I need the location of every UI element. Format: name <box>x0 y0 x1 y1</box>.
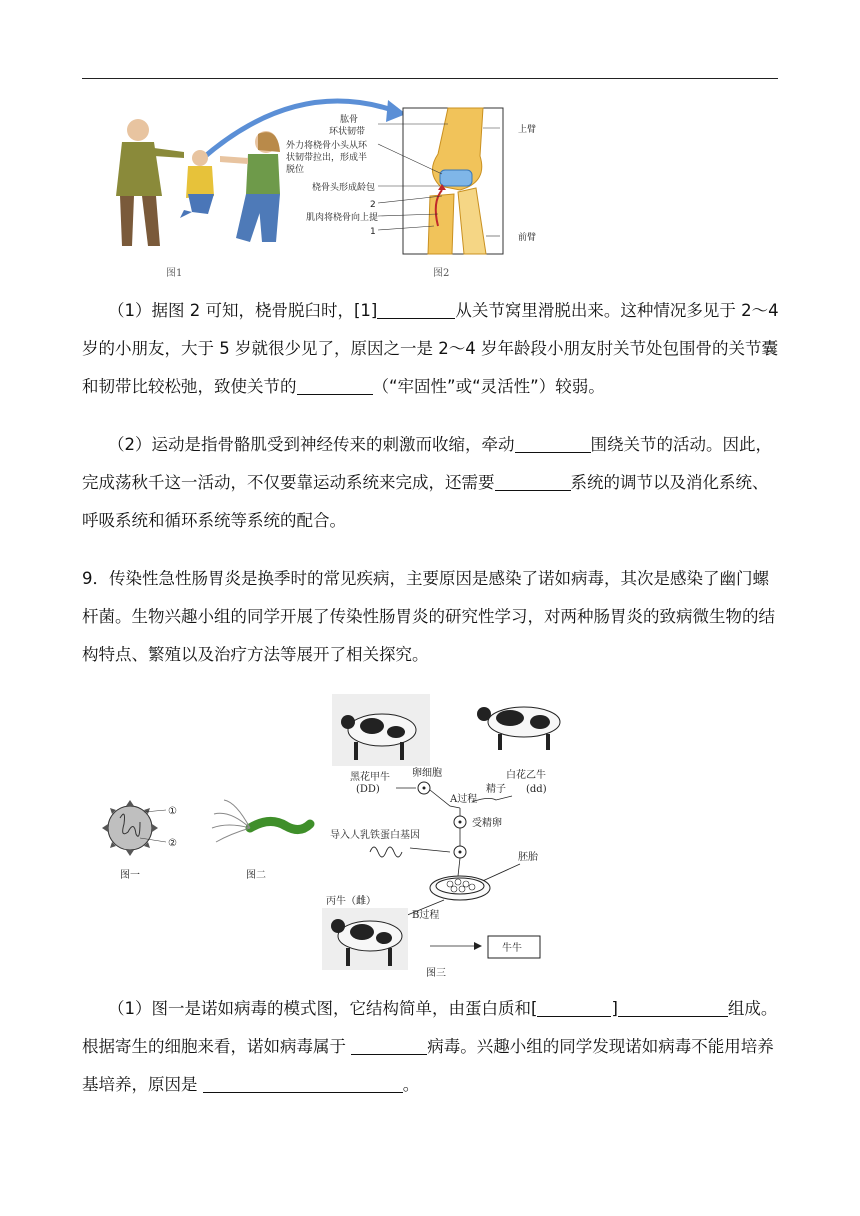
label-num1: 1 <box>370 227 376 237</box>
answer-blank-5[interactable] <box>537 996 611 1017</box>
egg-label: 卵细胞 <box>412 768 442 779</box>
caption-fig-two: 图二 <box>246 870 266 881</box>
cow-a-genotype: (DD) <box>356 784 380 795</box>
cow-b-genotype: (dd) <box>526 784 547 795</box>
cow-b-icon <box>477 707 560 750</box>
elbow-dislocation-figure <box>108 86 508 278</box>
gene-import-label: 导入人乳铁蛋白基因 <box>330 830 420 841</box>
cow-b-name: 白花乙牛 <box>506 770 546 781</box>
father-figure <box>116 119 184 246</box>
caption-fig1: 图1 <box>166 268 183 279</box>
caption-fig2: 图2 <box>433 268 450 279</box>
caption-fig-three: 图三 <box>426 968 446 979</box>
pathogen-and-cow-figure <box>100 692 620 982</box>
label-bursa: 桡骨头形成龄包 <box>312 183 376 193</box>
sperm-label: 精子 <box>486 784 506 795</box>
q9-stem: 9．传染性急性肠胃炎是换季时的常见疾病，主要原因是感染了诺如病毒，其次是感染了幽门螺杆菌。生物兴趣小组的同学开展了传染性肠胃炎的研究性学习，对两种肠胃炎的致病微生物的结构特点、繁殖以及治疗方法等展开了相关探究。 <box>82 569 775 664</box>
label-muscle-note: 肌肉将桡骨向上提 <box>306 213 379 223</box>
header-rule <box>82 78 778 79</box>
answer-blank-6[interactable] <box>618 996 728 1017</box>
answer-blank-4[interactable] <box>495 470 571 491</box>
caption-fig-one: 图一 <box>120 870 140 881</box>
label-upper-arm-text: 上臂 <box>518 125 537 135</box>
answer-blank-7[interactable] <box>351 1034 427 1055</box>
virus-label-2: ② <box>168 838 177 849</box>
cow-c-name: 丙牛（雌） <box>326 896 376 907</box>
embryo-label: 胚胎 <box>518 852 538 863</box>
fertilized-egg-label: 受精卵 <box>472 818 502 829</box>
answer-blank-2[interactable] <box>297 374 373 395</box>
label-humerus: 肱骨 <box>340 115 359 125</box>
label-num2: 2 <box>370 200 376 210</box>
gene-coil-icon <box>370 847 402 857</box>
mother-figure <box>220 131 280 242</box>
q9-part1: （1）图一是诺如病毒的模式图，它结构简单，由蛋白质和[ ] 组成。根据寄生的细胞来看，诺如病毒属于 病毒。兴趣小组的同学发现诺如病毒不能用培养基培养，原因是 。 <box>82 990 782 1104</box>
answer-blank-3[interactable] <box>515 432 591 453</box>
label-pull-note-3: 脱位 <box>286 165 305 175</box>
cow-a-name: 黑花甲牛 <box>350 772 390 783</box>
label-forearm-text: 前臂 <box>518 233 537 243</box>
label-ring-ligament: 环状韧带 <box>329 127 366 137</box>
label-pull-note-2: 状韧带拉出，形成半 <box>286 153 368 163</box>
calf-label: 牛牛 <box>502 943 522 954</box>
q8-part1: （1）据图 2 可知，桡骨脱臼时，[1] 从关节窝里滑脱出来。这种情况多见于 2～4 岁的小朋友，大于 5 岁就很少见了，原因之一是 2～4 岁年龄段小朋友肘关节处包围骨的关节囊和韧带比较松弛，致使关节的 （“牢固性”或“灵活性”）较弱。 <box>82 292 782 406</box>
process-a-label: A过程 <box>450 794 478 805</box>
label-pull-note-1: 外力将桡骨小头从环 <box>286 141 368 151</box>
helicobacter-model <box>212 800 310 842</box>
answer-blank-1[interactable] <box>377 298 455 319</box>
norovirus-model <box>102 800 166 856</box>
child-figure <box>180 150 214 218</box>
process-b-label: B过程 <box>412 910 440 921</box>
q8-part2: （2）运动是指骨骼肌受到神经传来的刺激而收缩，牵动 围绕关节的活动。因此，完成荡秋千这一活动，不仅要靠运动系统来完成，还需要 系统的调节以及消化系统、呼吸系统和循环系统等系统的配合。 <box>82 426 782 540</box>
answer-blank-8[interactable] <box>203 1072 403 1093</box>
virus-label-1: ① <box>168 806 177 817</box>
arrow-icon <box>474 942 482 950</box>
